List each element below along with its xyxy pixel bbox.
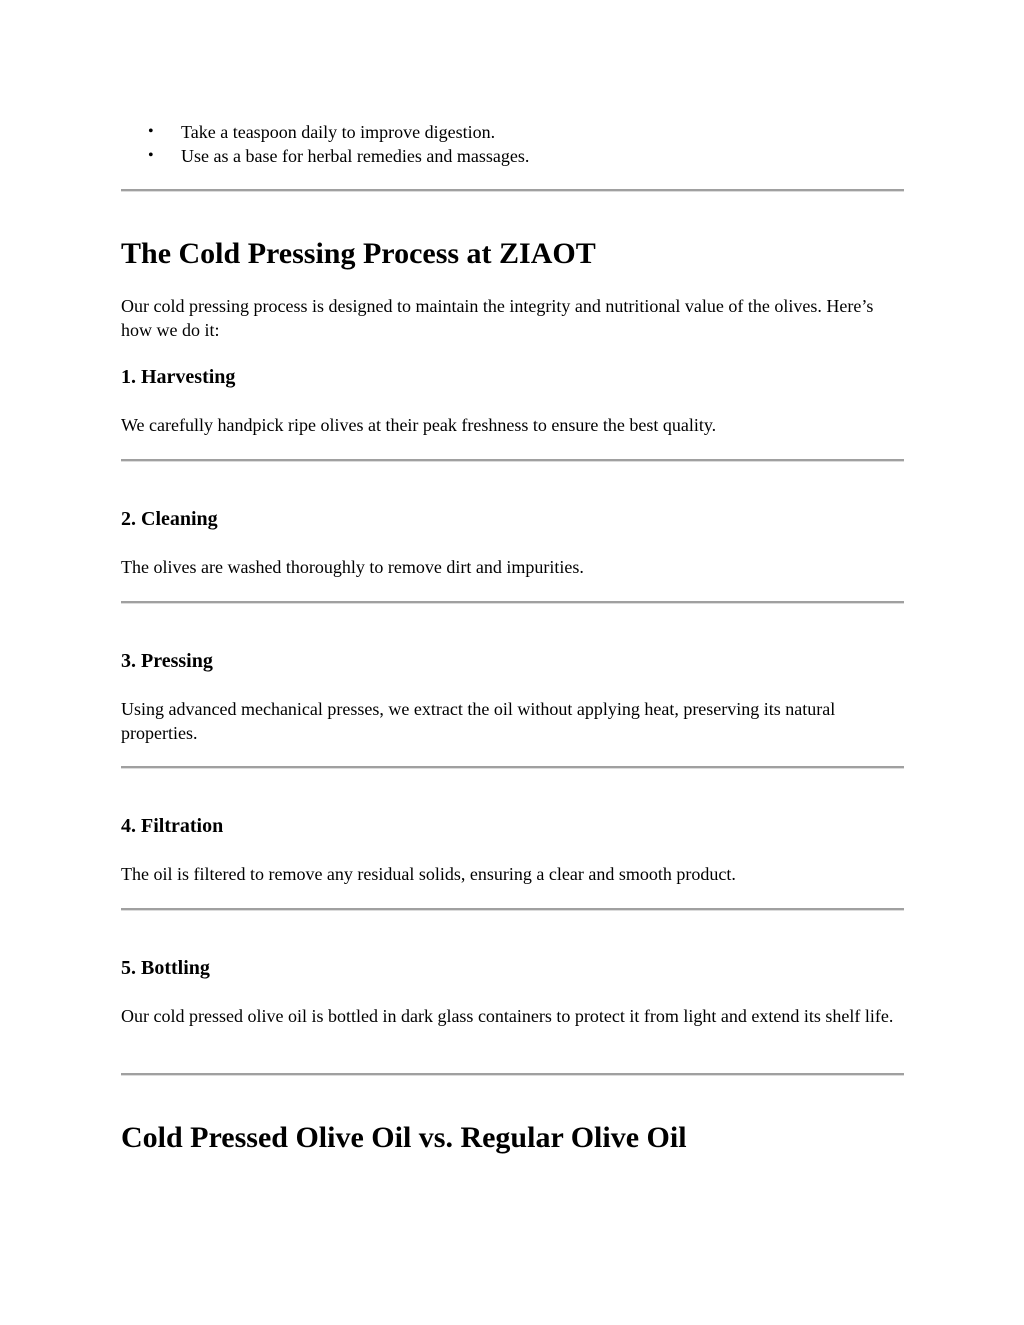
horizontal-divider: [121, 459, 904, 462]
step-text-pressing: Using advanced mechanical presses, we extract the oil without applying heat, preserving its natural properties.: [121, 699, 836, 743]
step-text-cleaning: The olives are washed thoroughly to remove dirt and impurities.: [121, 557, 584, 577]
comparison-section-title: Cold Pressed Olive Oil vs. Regular Olive Oil: [121, 1121, 687, 1154]
step-text-bottling: Our cold pressed olive oil is bottled in dark glass containers to protect it from light and extend its shelf life.: [121, 1006, 894, 1026]
step-heading-cleaning: 2. Cleaning: [121, 508, 218, 530]
process-intro-paragraph: Our cold pressing process is designed to maintain the integrity and nutritional value of the olives. Here’s how we do it:: [121, 296, 874, 340]
step-text-harvesting: We carefully handpick ripe olives at their peak freshness to ensure the best quality.: [121, 415, 717, 435]
step-text-filtration: The oil is filtered to remove any residual solids, ensuring a clear and smooth product.: [121, 864, 736, 884]
horizontal-divider: [121, 766, 904, 769]
step-heading-filtration: 4. Filtration: [121, 815, 224, 837]
horizontal-divider: [121, 1073, 904, 1076]
step-heading-harvesting: 1. Harvesting: [121, 366, 236, 388]
list-item: • Use as a base for herbal remedies and massages.: [121, 144, 529, 168]
horizontal-divider: [121, 189, 904, 192]
process-section-title: The Cold Pressing Process at ZIAOT: [121, 237, 596, 270]
horizontal-divider: [121, 908, 904, 911]
horizontal-divider: [121, 601, 904, 604]
step-heading-pressing: 3. Pressing: [121, 650, 213, 672]
usage-bullet-list: [121, 120, 529, 168]
step-heading-bottling: 5. Bottling: [121, 957, 210, 979]
list-item: • Take a teaspoon daily to improve digestion.: [121, 120, 529, 144]
